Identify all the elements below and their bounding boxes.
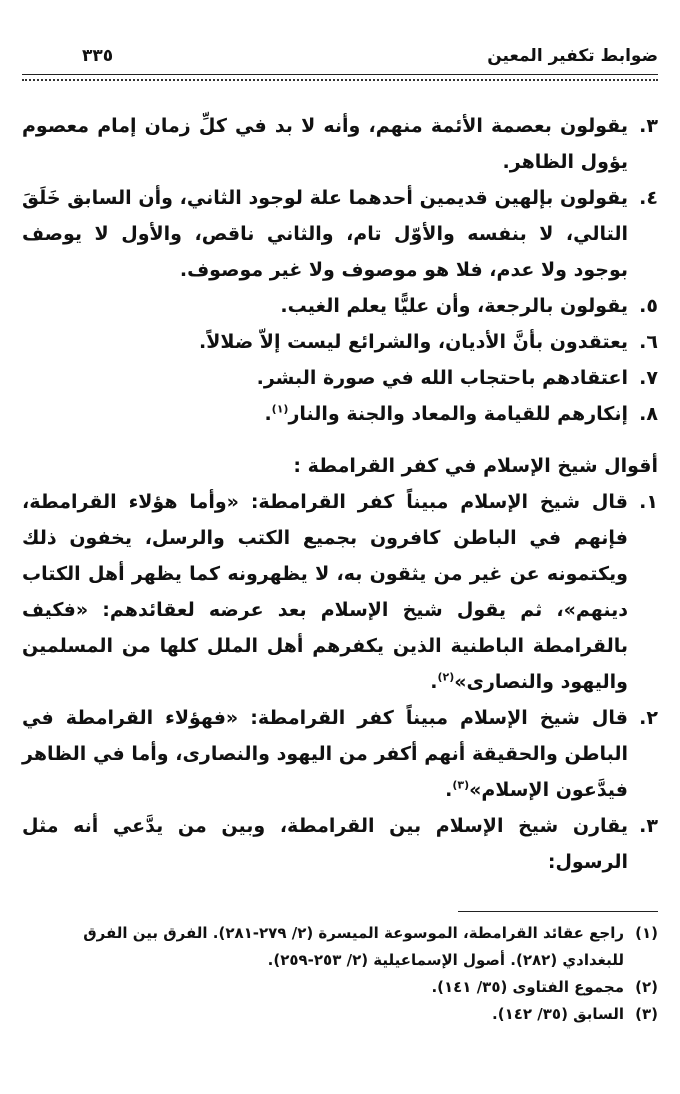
item-tail: . [445, 779, 453, 801]
running-title: ضوابط تكفير المعين [487, 46, 658, 66]
item-text: يقولون بالرجعة، وأن عليًّا يعلم الغيب. [280, 295, 628, 317]
footnote-ref[interactable]: (٣) [452, 778, 470, 792]
page-number: ٣٣٥ [82, 46, 114, 66]
footnote-text: مجموع الفتاوى (٣٥/ ١٤١). [431, 978, 624, 996]
footnote-separator [458, 911, 658, 912]
item-number: ٦. [639, 331, 658, 353]
footnote-number: (٢) [635, 978, 658, 996]
list-item [22, 180, 658, 288]
footnote-ref[interactable]: (١) [271, 402, 289, 416]
item-text [22, 396, 628, 432]
item-number: ٣. [639, 815, 658, 837]
item-text: يعتقدون بأنَّ الأديان، والشرائع ليست إلاّ ضلالاً. [199, 331, 628, 353]
list-item [22, 360, 658, 396]
footnote [22, 974, 658, 1001]
item-tail: . [264, 403, 272, 425]
main-text [22, 108, 658, 880]
item-text: يقولون بإلهين قديمين أحدهما علة لوجود الثاني، وأن السابق خَلَقَ التالي، لا بنفسه والأوّل تام، والثاني ناقص، والأول لا يوصف بوجود ولا عدم، فلا هو موصوف ولا غير موصوف. [22, 187, 628, 281]
list-item [22, 396, 658, 432]
item-number: ٨. [639, 403, 658, 425]
item-number: ٧. [639, 367, 658, 389]
footnote-text: راجع عقائد القرامطة، الموسوعة الميسرة (٢/ ٢٧٩-٢٨١). الفرق بين الفرق للبغدادي (٢٨٢). أصول الإسماعيلية (٢/ ٢٥٣-٢٥٩). [83, 924, 624, 969]
list-item [22, 288, 658, 324]
footnote-ref[interactable]: (٢) [437, 670, 455, 684]
footnote-number: (٣) [635, 1005, 658, 1023]
footnote [22, 920, 658, 974]
item-number: ٣. [639, 115, 658, 137]
item-number: ٢. [639, 707, 658, 729]
footnote-number: (١) [635, 924, 658, 942]
item-number: ١. [639, 491, 658, 513]
item-text: يقولون بعصمة الأئمة منهم، وأنه لا بد في كلِّ زمان إمام معصوم يؤول الظاهر. [22, 115, 628, 173]
list-item [22, 108, 658, 180]
header-rule [22, 74, 658, 81]
list-item [22, 700, 658, 808]
item-body: قال شيخ الإسلام مبيناً كفر القرامطة: «وأما هؤلاء القرامطة، فإنهم في الباطن كافرون بجميع الكتب والرسل، يخفون ذلك ويكتمونه عن غير من يثقون به، لا يظهرونه كما يظهر أهل الكتاب دينهم»، ثم يقول شيخ الإسلام بعد عرضه لعقائدهم: «فكيف بالقرامطة الباطنية الذين يكفرهم أهل الملل كلها من المسلمين واليهود والنصارى» [22, 491, 628, 693]
footnotes [22, 920, 658, 1028]
item-number: ٤. [639, 187, 658, 209]
section-heading: أقوال شيخ الإسلام في كفر القرامطة : [293, 455, 658, 477]
item-number: ٥. [639, 295, 658, 317]
item-text: اعتقادهم باحتجاب الله في صورة البشر. [256, 367, 628, 389]
list-item [22, 808, 658, 880]
page-header [22, 44, 658, 84]
item-body: قال شيخ الإسلام مبيناً كفر القرامطة: «فهؤلاء القرامطة في الباطن والحقيقة أنهم أكفر من اليهود والنصارى، وأما في الظاهر فيدَّعون الإسلام» [22, 707, 628, 801]
item-text [22, 484, 628, 700]
item-text [22, 700, 628, 808]
item-tail: . [430, 671, 438, 693]
list-item [22, 484, 658, 700]
item-text: يقارن شيخ الإسلام بين القرامطة، وبين من يدَّعي أنه مثل الرسول: [22, 815, 628, 873]
footnote [22, 1001, 658, 1028]
list-item [22, 324, 658, 360]
footnote-text: السابق (٣٥/ ١٤٢). [492, 1005, 624, 1023]
item-body: إنكارهم للقيامة والمعاد والجنة والنار [288, 403, 628, 425]
